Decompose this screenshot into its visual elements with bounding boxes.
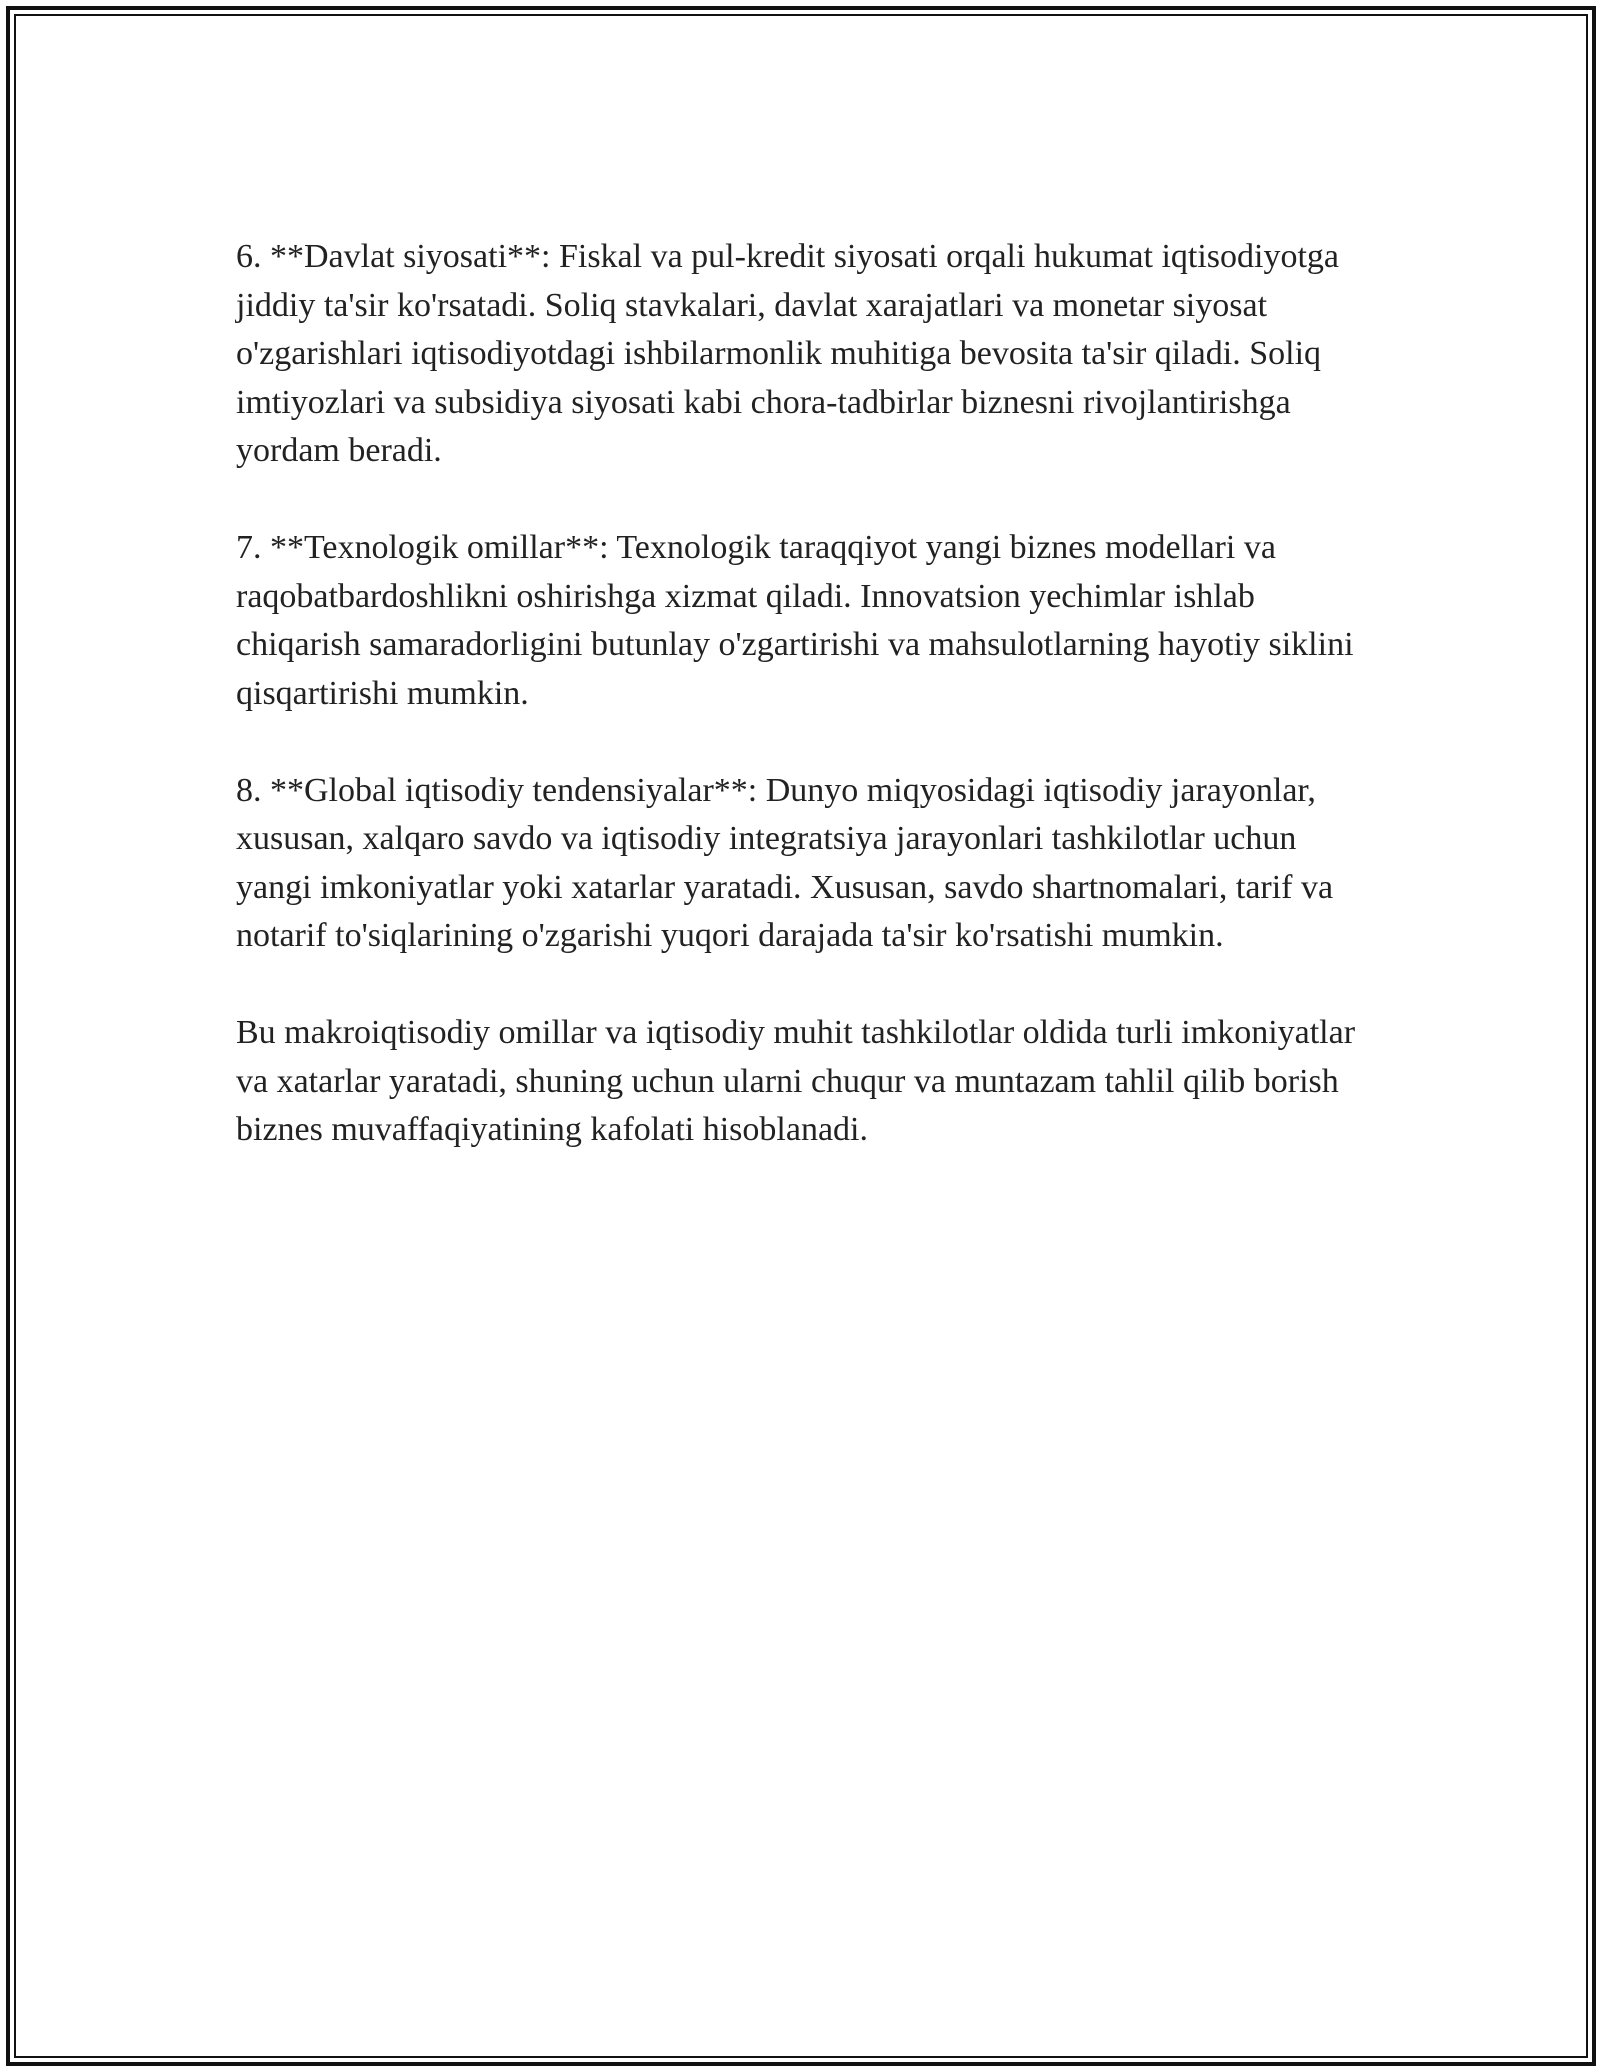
paragraph-global-tendensiyalar: 8. **Global iqtisodiy tendensiyalar**: Dunyo miqyosidagi iqtisodiy jarayonlar, xususan, xalqaro savdo va iqtisodiy integratsiya jarayonlari tashkilotlar uchun yangi imkoniyatlar yoki xatarlar yaratadi. Xususan, savdo shartnomalari, tarif va notarif to'siqlarining o'zgarishi yuqori darajada ta'sir ko'rsatishi mumkin. xyxy=(236,771,1334,954)
document-body xyxy=(236,233,1376,1203)
paragraph-texnologik-omillar: 7. **Texnologik omillar**: Texnologik taraqqiyot yangi biznes modellari va raqobatbardoshlikni oshirishga xizmat qiladi. Innovatsion yechimlar ishlab chiqarish samaradorligini butunlay o'zgartirishi va mahsulotlarning hayotiy siklini qisqartirishi mumkin. xyxy=(236,529,1354,712)
paragraph-davlat-siyosati: 6. **Davlat siyosati**: Fiskal va pul-kredit siyosati orqali hukumat iqtisodiyotga jiddiy ta'sir ko'rsatadi. Soliq stavkalari, davlat xarajatlari va monetar siyosat o'zgarishlari iqtisodiyotdagi ishbilarmonlik muhitiga bevosita ta'sir qiladi. Soliq imtiyozlari va subsidiya siyosati kabi chora-tadbirlar biznesni rivojlantirishga yordam beradi. xyxy=(236,238,1339,469)
paragraph-conclusion: Bu makroiqtisodiy omillar va iqtisodiy muhit tashkilotlar oldida turli imkoniyatlar va xatarlar yaratadi, shuning uchun ularni chuqur va muntazam tahlil qilib borish biznes muvaffaqiyatining kafolati hisoblanadi. xyxy=(236,1014,1356,1148)
